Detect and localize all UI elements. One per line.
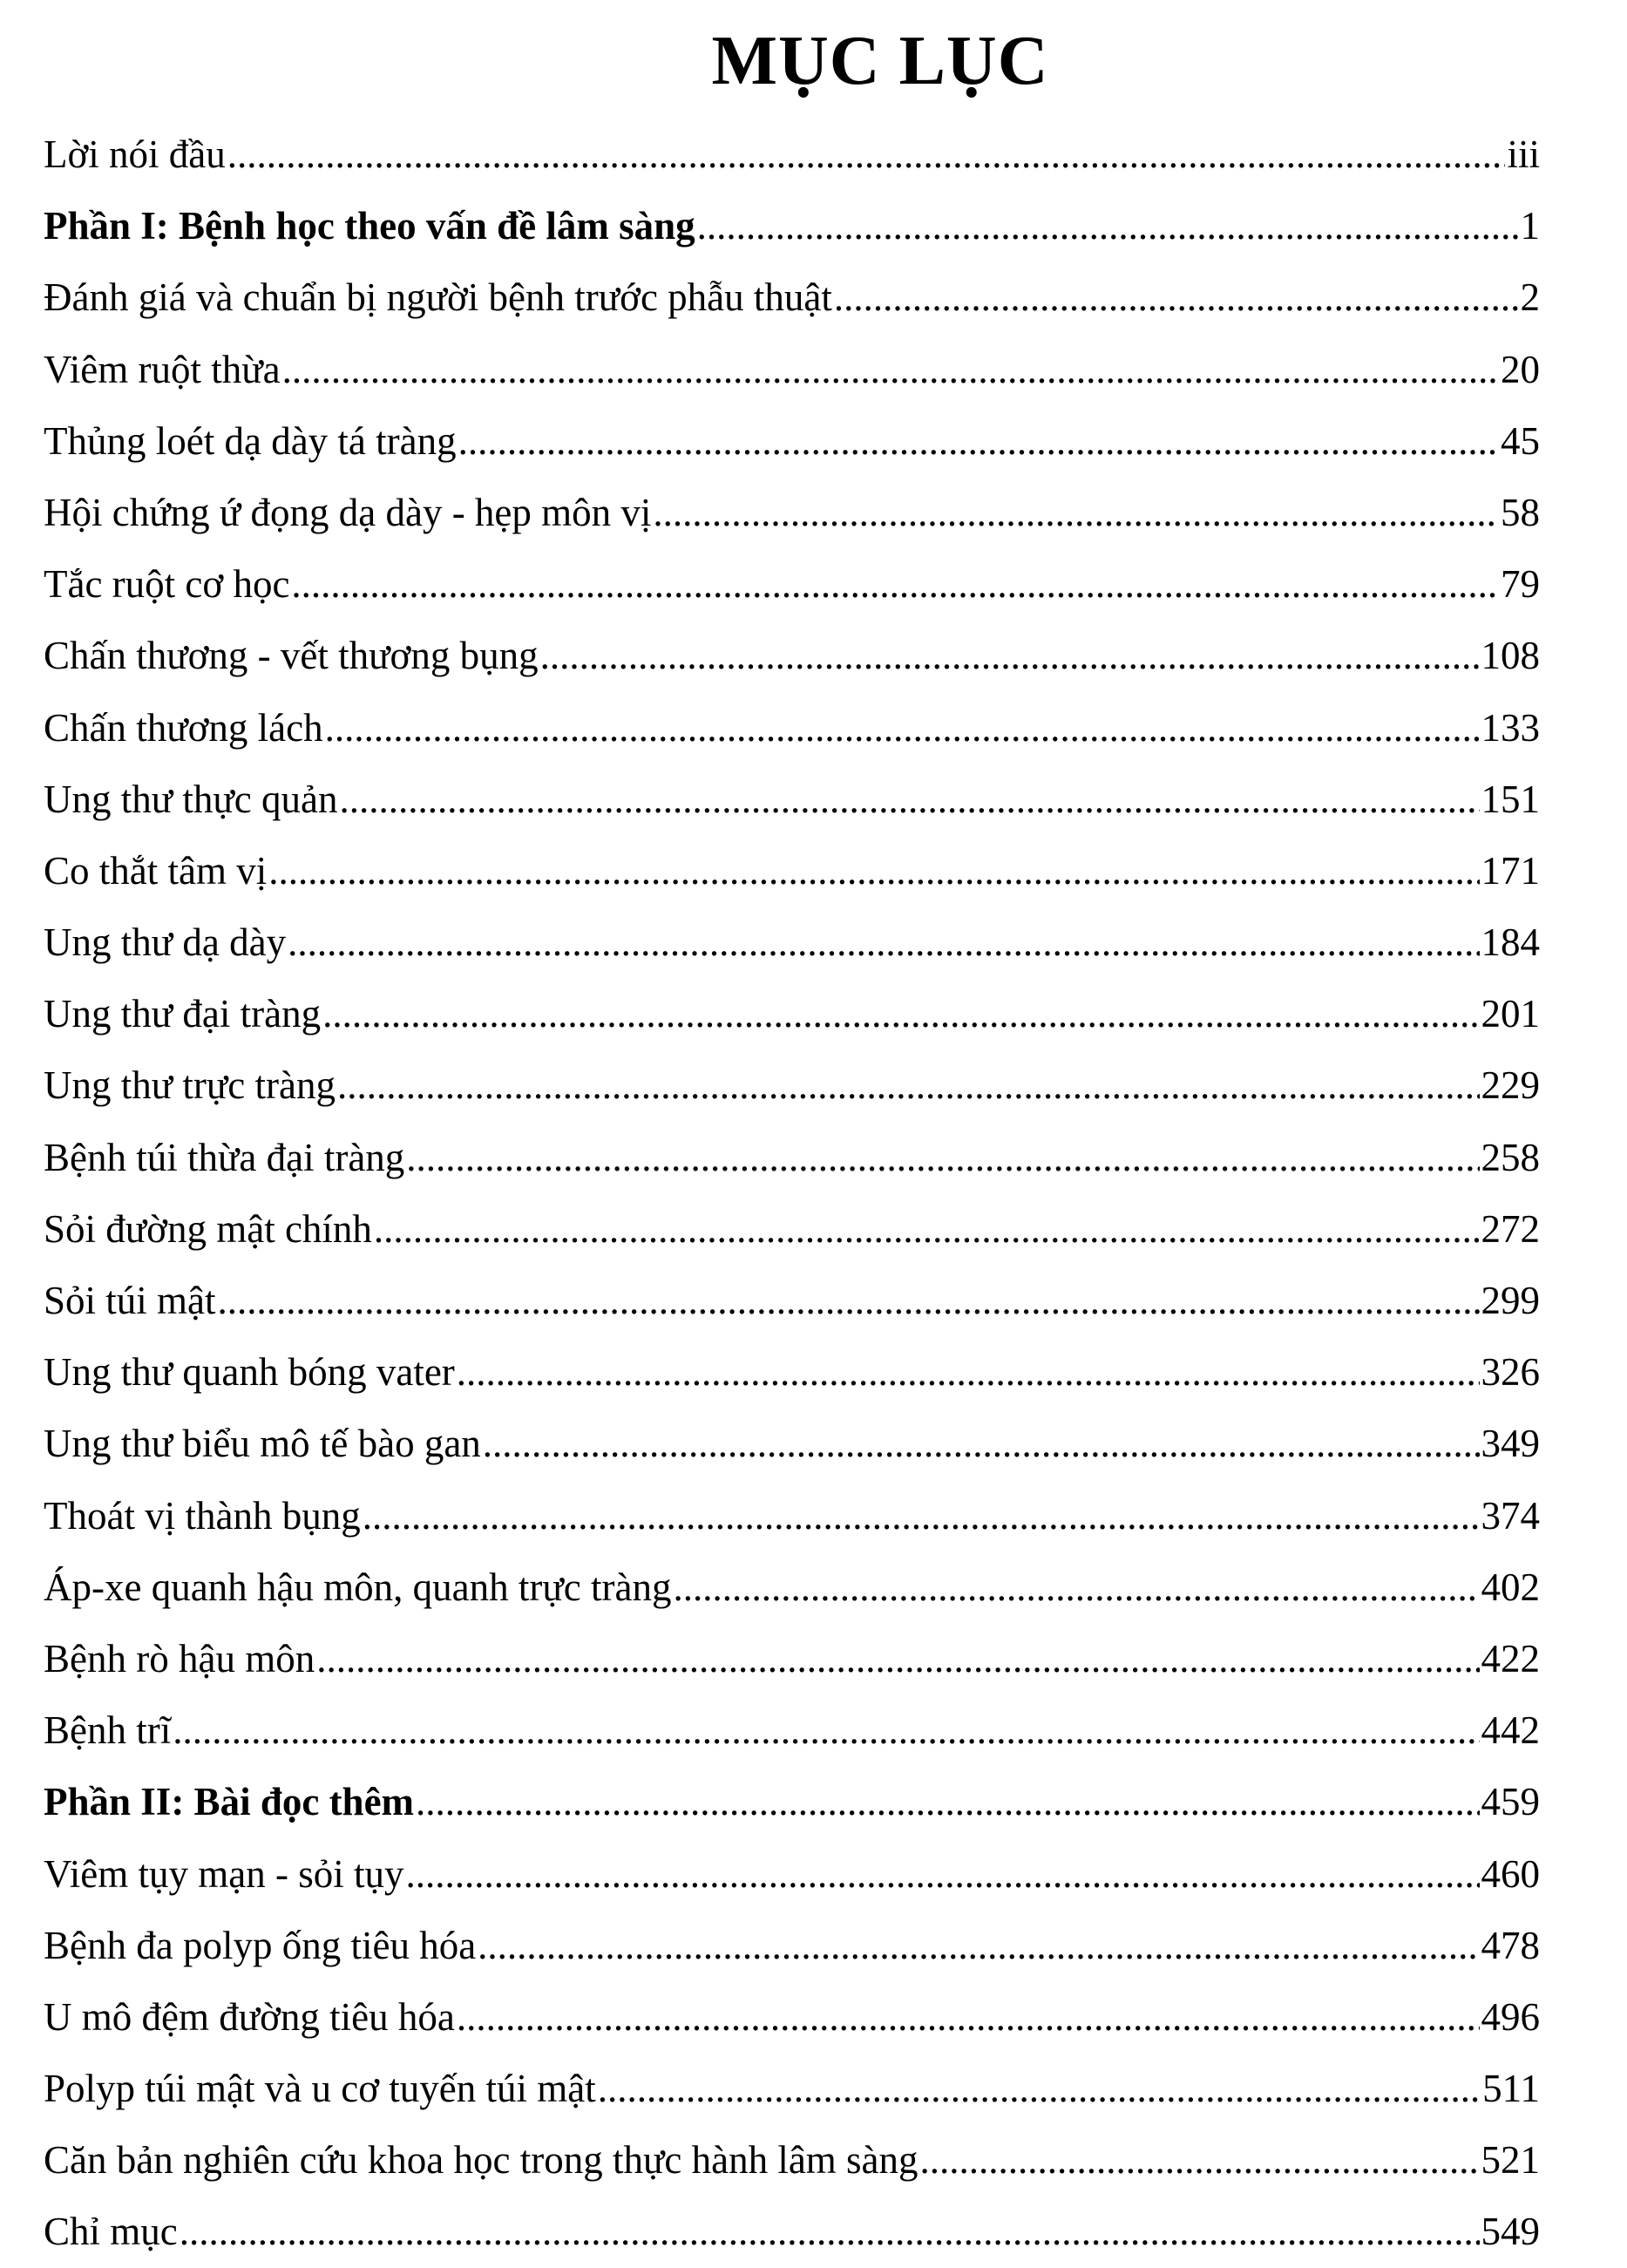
toc-entry-title: Bệnh túi thừa đại tràng bbox=[44, 1135, 405, 1179]
toc-entry[interactable] bbox=[44, 692, 1540, 764]
toc-dot-leader bbox=[458, 405, 1499, 477]
toc-entry[interactable] bbox=[44, 1049, 1540, 1121]
toc-dot-leader bbox=[483, 1408, 1480, 1479]
toc-dot-leader bbox=[653, 477, 1499, 548]
toc-entry[interactable] bbox=[44, 1910, 1540, 1981]
toc-entry[interactable] bbox=[44, 978, 1540, 1049]
toc-dot-leader bbox=[268, 835, 1479, 907]
toc-entry-page-number: 460 bbox=[1481, 1851, 1540, 1896]
toc-dot-leader bbox=[416, 1766, 1479, 1837]
toc-entry-page-number: 151 bbox=[1481, 777, 1540, 821]
toc-dot-leader bbox=[540, 620, 1480, 691]
toc-dot-leader bbox=[316, 1623, 1479, 1694]
toc-entry[interactable] bbox=[44, 1265, 1540, 1336]
toc-entry[interactable] bbox=[44, 261, 1540, 333]
toc-entry-title: Tắc ruột cơ học bbox=[44, 562, 290, 607]
toc-entry-page-number: 258 bbox=[1481, 1135, 1540, 1179]
toc-entry-page-number: 2 bbox=[1520, 275, 1540, 320]
toc-entry-page-number: 326 bbox=[1481, 1350, 1540, 1395]
toc-dot-leader bbox=[834, 261, 1519, 333]
toc-entry[interactable] bbox=[44, 548, 1540, 620]
toc-entry[interactable] bbox=[44, 1981, 1540, 2053]
toc-entry-title: Ung thư trực tràng bbox=[44, 1063, 336, 1108]
toc-dot-leader bbox=[227, 119, 1506, 190]
toc-entry-title: Lời nói đầu bbox=[44, 132, 226, 176]
toc-dot-leader bbox=[322, 978, 1479, 1049]
toc-entry-page-number: 171 bbox=[1481, 848, 1540, 893]
toc-dot-leader bbox=[697, 190, 1519, 261]
toc-entry-page-number: 45 bbox=[1501, 418, 1540, 463]
toc-entry[interactable] bbox=[44, 1694, 1540, 1766]
toc-entry-page-number: 133 bbox=[1481, 705, 1540, 750]
toc-entry-page-number: 549 bbox=[1481, 2210, 1540, 2254]
toc-dot-leader bbox=[673, 1552, 1479, 1623]
toc-entry-title: Đánh giá và chuẩn bị người bệnh trước phẫu thuật bbox=[44, 275, 832, 320]
toc-dot-leader bbox=[406, 1838, 1480, 1910]
toc-entry[interactable] bbox=[44, 1838, 1540, 1910]
toc-entry-page-number: 478 bbox=[1481, 1923, 1540, 1967]
toc-entry-page-number: 108 bbox=[1481, 634, 1540, 678]
toc-entry-page-number: 511 bbox=[1482, 2067, 1540, 2111]
toc-entry-page-number: 184 bbox=[1481, 920, 1540, 965]
toc-entry-page-number: 201 bbox=[1481, 992, 1540, 1036]
toc-entry-title: Căn bản nghiên cứu khoa học trong thực hành lâm sàng bbox=[44, 2138, 919, 2183]
toc-dot-leader bbox=[218, 1265, 1480, 1336]
toc-entry[interactable] bbox=[44, 764, 1540, 835]
toc-entry-title: Co thắt tâm vị bbox=[44, 848, 268, 893]
toc-dot-leader bbox=[337, 1049, 1480, 1121]
toc-entry-title: Chấn thương lách bbox=[44, 705, 323, 750]
toc-list bbox=[44, 119, 1540, 2268]
toc-dot-leader bbox=[173, 1694, 1479, 1766]
toc-entry[interactable] bbox=[44, 1552, 1540, 1623]
toc-dot-leader bbox=[406, 1122, 1479, 1193]
toc-dot-leader bbox=[288, 907, 1479, 978]
toc-dot-leader bbox=[478, 1910, 1479, 1981]
toc-entry-title: Viêm ruột thừa bbox=[44, 347, 281, 391]
toc-entry-title: Chấn thương - vết thương bụng bbox=[44, 634, 539, 678]
toc-entry-page-number: 374 bbox=[1481, 1493, 1540, 1538]
toc-dot-leader bbox=[598, 2053, 1481, 2124]
toc-entry-title: Chỉ mục bbox=[44, 2210, 178, 2254]
toc-entry-page-number: 459 bbox=[1481, 1780, 1540, 1824]
toc-entry[interactable] bbox=[44, 2124, 1540, 2196]
toc-dot-leader bbox=[457, 1981, 1480, 2053]
toc-entry[interactable] bbox=[44, 2053, 1540, 2124]
toc-entry-title: Polyp túi mật và u cơ tuyến túi mật bbox=[44, 2067, 596, 2111]
toc-dot-leader bbox=[325, 692, 1480, 764]
toc-entry-title: Ung thư dạ dày bbox=[44, 920, 287, 965]
toc-dot-leader bbox=[363, 1480, 1480, 1552]
toc-entry-page-number: 422 bbox=[1481, 1636, 1540, 1681]
toc-entry[interactable] bbox=[44, 620, 1540, 691]
toc-entry-title: Bệnh đa polyp ống tiêu hóa bbox=[44, 1923, 477, 1967]
toc-entry[interactable] bbox=[44, 334, 1540, 405]
toc-section-entry[interactable] bbox=[44, 190, 1540, 261]
toc-entry-title: Ung thư đại tràng bbox=[44, 992, 322, 1036]
toc-entry-page-number: 20 bbox=[1501, 347, 1540, 391]
toc-dot-leader bbox=[282, 334, 1499, 405]
toc-entry[interactable] bbox=[44, 1480, 1540, 1552]
toc-entry-page-number: 299 bbox=[1481, 1279, 1540, 1322]
toc-entry-title: Viêm tụy mạn - sỏi tụy bbox=[44, 1851, 404, 1896]
toc-entry[interactable] bbox=[44, 1408, 1540, 1479]
toc-section-entry[interactable] bbox=[44, 1766, 1540, 1837]
toc-entry-page-number: 349 bbox=[1481, 1422, 1540, 1466]
toc-entry[interactable] bbox=[44, 2196, 1540, 2267]
toc-entry-title: Hội chứng ứ đọng dạ dày - hẹp môn vị bbox=[44, 490, 652, 534]
toc-entry-title: Ung thư quanh bóng vater bbox=[44, 1350, 455, 1395]
toc-entry[interactable] bbox=[44, 405, 1540, 477]
toc-entry[interactable] bbox=[44, 1623, 1540, 1694]
toc-entry[interactable] bbox=[44, 477, 1540, 548]
toc-entry-page-number: 521 bbox=[1481, 2138, 1540, 2183]
toc-entry-title: Sỏi túi mật bbox=[44, 1279, 216, 1322]
toc-entry[interactable] bbox=[44, 1336, 1540, 1408]
toc-entry[interactable] bbox=[44, 1193, 1540, 1265]
toc-dot-leader bbox=[291, 548, 1499, 620]
toc-entry-page-number: 79 bbox=[1501, 562, 1540, 607]
toc-entry[interactable] bbox=[44, 907, 1540, 978]
toc-entry-page-number: 272 bbox=[1481, 1206, 1540, 1251]
toc-entry-page-number: 58 bbox=[1501, 490, 1540, 534]
toc-entry-title: Ung thư biểu mô tế bào gan bbox=[44, 1422, 481, 1466]
toc-entry-title: Thủng loét dạ dày tá tràng bbox=[44, 418, 457, 463]
toc-entry-title: Bệnh rò hậu môn bbox=[44, 1636, 315, 1681]
toc-entry-page-number: 229 bbox=[1481, 1063, 1540, 1108]
toc-dot-leader bbox=[457, 1336, 1480, 1408]
toc-dot-leader bbox=[920, 2124, 1480, 2196]
toc-entry-title: Phần I: Bệnh học theo vấn đề lâm sàng bbox=[44, 204, 695, 248]
toc-entry[interactable] bbox=[44, 119, 1540, 190]
toc-entry-title: Thoát vị thành bụng bbox=[44, 1493, 361, 1538]
page-title: MỤC LỤC bbox=[711, 23, 1049, 99]
toc-entry-page-number: 496 bbox=[1481, 1994, 1540, 2039]
toc-entry[interactable] bbox=[44, 1122, 1540, 1193]
toc-entry-page-number: 402 bbox=[1481, 1565, 1540, 1609]
toc-dot-leader bbox=[180, 2196, 1480, 2267]
toc-dot-leader bbox=[339, 764, 1479, 835]
toc-entry-title: Sỏi đường mật chính bbox=[44, 1206, 372, 1251]
toc-entry[interactable] bbox=[44, 835, 1540, 907]
toc-entry-title: Bệnh trĩ bbox=[44, 1708, 172, 1753]
toc-entry-title: Áp-xe quanh hậu môn, quanh trực tràng bbox=[44, 1565, 672, 1609]
toc-entry-title: Phần II: Bài đọc thêm bbox=[44, 1780, 415, 1824]
toc-entry-page-number: 1 bbox=[1520, 204, 1540, 248]
toc-dot-leader bbox=[374, 1193, 1480, 1265]
toc-entry-title: U mô đệm đường tiêu hóa bbox=[44, 1994, 455, 2039]
toc-entry-title: Ung thư thực quản bbox=[44, 777, 338, 821]
toc-entry-page-number: 442 bbox=[1481, 1708, 1540, 1753]
toc-entry-page-number: iii bbox=[1507, 132, 1540, 176]
